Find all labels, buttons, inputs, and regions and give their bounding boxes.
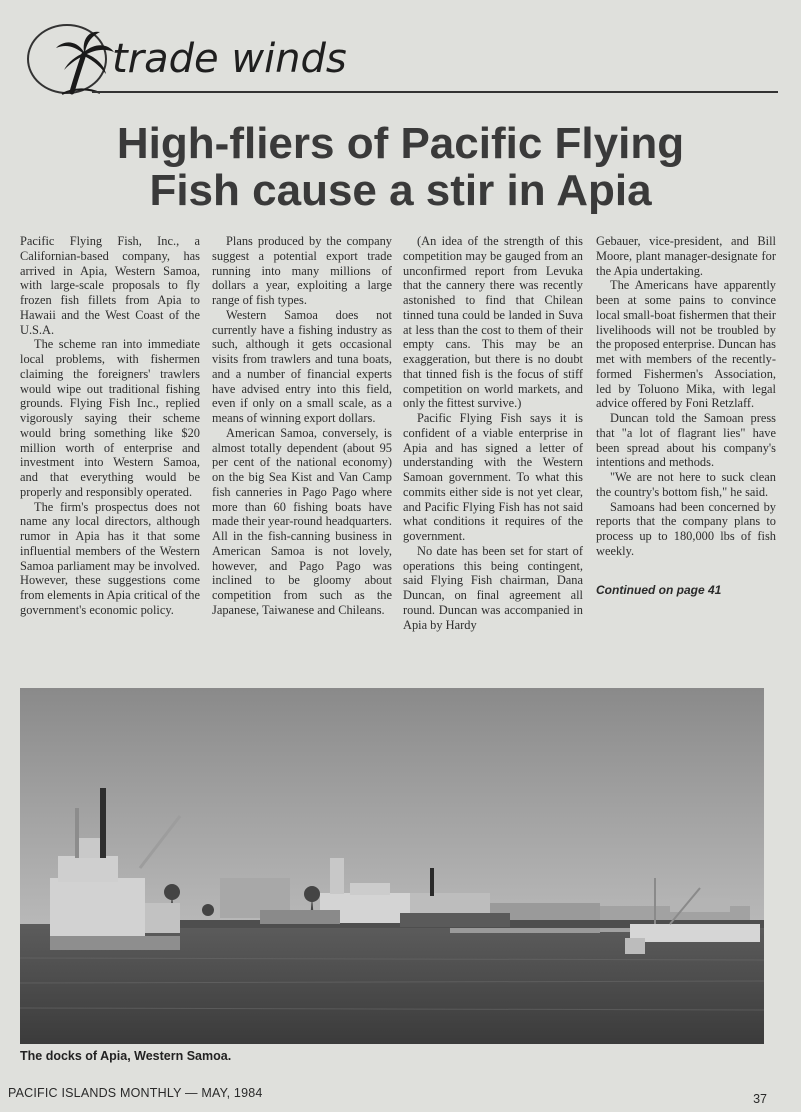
- article-body: [20, 234, 780, 678]
- paragraph: (An idea of the strength of this competition may be gauged from an unconfirmed report from Levuka that the cannery there was recently astonished to find that Chilean tinned tuna could be landed in Suva at less than the cost to them of their empty cans. This may be an exaggeration, but there is no doubt that tinned fish is the focus of stiff competition on world markets, and only the fittest survive.): [403, 234, 583, 411]
- paragraph: American Samoa, conversely, is almost totally dependent (about 95 per cent of the national economy) on the big Sea Kist and Van Camp fish canneries in Pago Pago where more than 60 fishing boats have made their year-round headquarters. All in the fish-canning business in American Samoa is not lovely, however, and Pago Pago was inclined to be gloomy about competition from such as the Japanese, Taiwanese and Chileans.: [212, 425, 392, 617]
- article-headline: [0, 120, 801, 214]
- publication-footer: PACIFIC ISLANDS MONTHLY — MAY, 1984: [8, 1086, 263, 1100]
- paragraph: Gebauer, vice-president, and Bill Moore, plant manager-designate for the Apia undertaking.: [596, 234, 776, 278]
- docks-photo-illustration: [20, 688, 764, 1044]
- section-title: trade winds: [112, 36, 347, 82]
- text-column-2: [212, 234, 392, 618]
- text-column-3: [403, 234, 583, 632]
- paragraph: Duncan told the Samoan press that "a lot of flagrant lies" have been spread about his company's intentions and methods.: [596, 411, 776, 470]
- paragraph: The Americans have apparently been at some pains to convince local small-boat fishermen that their livelihoods will not be troubled by the proposed enterprise. Duncan has met with members of the recently-formed Fishermen's Association, led by Toluono Mika, with legal advice offered by Foni Retzlaff.: [596, 278, 776, 411]
- page-number: 37: [753, 1092, 767, 1106]
- paragraph: Plans produced by the company suggest a potential export trade running into many millions of dollars a year, exploiting a large range of fish types.: [212, 234, 392, 307]
- headline-line-2: Fish cause a stir in Apia: [149, 166, 652, 215]
- paragraph: Pacific Flying Fish says it is confident of a viable enterprise in Apia and has signed a letter of understanding with the Western Samoan government. To what this commits either side is not yet clear, and Pacific Flying Fish has not said what conditions it requires of the government.: [403, 411, 583, 543]
- paragraph: No date has been set for start of operations this being contingent, said Flying Fish chairman, Dana Duncan, on final agreement all round. Duncan was accompanied in Apia by Hardy: [403, 543, 583, 632]
- text-column-4: [596, 234, 776, 597]
- paragraph: The scheme ran into immediate local problems, with fishermen claiming the foreigners' trawlers would wipe out traditional fishing grounds. Flying Fish Inc., replied vigorously saying their scheme would bring something like $20 million worth of enterprise and investment into Western Samoa, and that everything would be properly and responsibly operated.: [20, 337, 200, 499]
- paragraph: Western Samoa does not currently have a fishing industry as such, although it gets occasional visits from trawlers and tuna boats, and a number of financial experts have advised entry into this field, even if only on a small scale, as a means of winning export dollars.: [212, 307, 392, 425]
- paragraph: Samoans had been concerned by reports that the company plans to process up to 180,000 lbs of fish weekly.: [596, 499, 776, 558]
- text-column-1: [20, 234, 200, 618]
- photo-caption: The docks of Apia, Western Samoa.: [20, 1049, 232, 1063]
- paragraph: Pacific Flying Fish, Inc., a Californian-based company, has arrived in Apia, Western Samoa, with large-scale proposals to fly frozen fish fillets from Apia to Hawaii and the West Coast of the U.S.A.: [20, 234, 200, 337]
- continued-link[interactable]: Continued on page 41: [596, 582, 722, 597]
- headline-line-1: High-fliers of Pacific Flying: [116, 119, 685, 168]
- paragraph: The firm's prospectus does not name any local directors, although rumor in Apia has it that some influential members of the Western Samoa parliament may be involved. However, these suggestions come from elements in Apia critical of the government's economic policy.: [20, 499, 200, 617]
- paragraph: "We are not here to suck clean the country's bottom fish," he said.: [596, 470, 776, 499]
- section-masthead: [22, 22, 778, 97]
- docks-photo: [20, 688, 764, 1044]
- palm-tree-icon: [54, 30, 114, 96]
- masthead-rule: [92, 91, 778, 93]
